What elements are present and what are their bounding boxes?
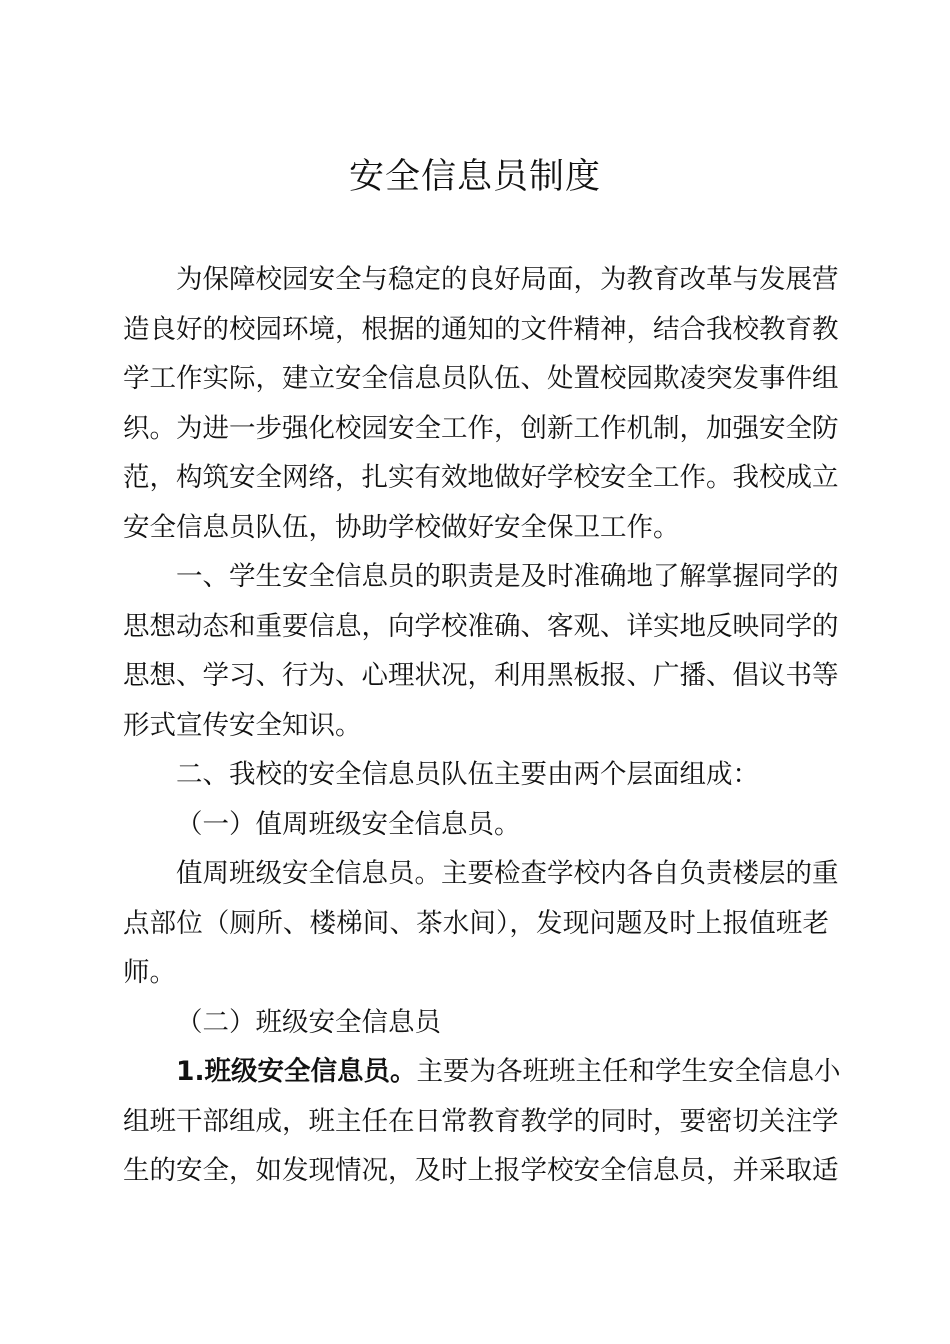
text-line [123,354,839,404]
text-line [123,602,839,652]
document-title: 安全信息员制度 [348,157,601,197]
line-text: 思想动态和重要信息，向学校准确、客观、详实地反映同学的 [123,610,839,642]
line-text: 织。为进一步强化校园安全工作，创新工作机制，加强安全防 [123,412,839,444]
text-line [123,849,839,899]
line-text: 安全信息员队伍，协助学校做好安全保卫工作。 [123,511,680,543]
text-line [123,750,829,800]
text-line [123,651,839,701]
line-text: （一）值周班级安全信息员。 [176,808,521,840]
line-text: 一、学生安全信息员的职责是及时准确地了解掌握同学的 [176,561,839,592]
text-line [123,1097,839,1147]
text-line [123,998,829,1048]
document-body [123,255,841,1196]
line-text: 范，构筑安全网络，扎实有效地做好学校安全工作。我校成立 [123,462,839,493]
text-line [123,453,839,503]
text-line [123,701,829,751]
text-line [123,899,829,949]
text-line [123,1146,839,1196]
line-text: 形式宣传安全知识。 [123,709,362,741]
line-text: 值周班级安全信息员。主要检查学校内各自负责楼层的重 [176,858,839,889]
line-text: 思想、学习、行为、心理状况，利用黑板报、广播、倡议书等 [123,660,839,691]
line-text: 学工作实际，建立安全信息员队伍、处置校园欺凌突发事件组 [123,363,839,394]
line-text: 组班干部组成，班主任在日常教育教学的同时，要密切关注学 [123,1105,839,1137]
text-line [123,552,839,602]
line-text: 生的安全，如发现情况，及时上报学校安全信息员，并采取适 [123,1155,839,1186]
line-text: 二、我校的安全信息员队伍主要由两个层面组成： [176,759,759,790]
line-text: 造良好的校园环境，根据的通知的文件精神，结合我校教育教 [123,313,839,345]
text-line [123,305,839,355]
text-line [123,1047,841,1097]
text-line [123,503,829,553]
line-text: 点部位（厕所、楼梯间、茶水间），发现问题及时上报值班老 [123,907,829,939]
bold-lead-text: 1.班级安全信息员。 [176,1056,417,1087]
line-text: 主要为各班班主任和学生安全信息小 [416,1056,841,1087]
line-text: （二）班级安全信息员 [176,1006,441,1038]
line-text: 师。 [123,957,176,988]
text-line [123,255,839,305]
line-text: 为保障校园安全与稳定的良好局面，为教育改革与发展营 [176,264,839,295]
text-line [123,404,839,454]
text-line [123,800,829,850]
text-line [123,948,829,998]
